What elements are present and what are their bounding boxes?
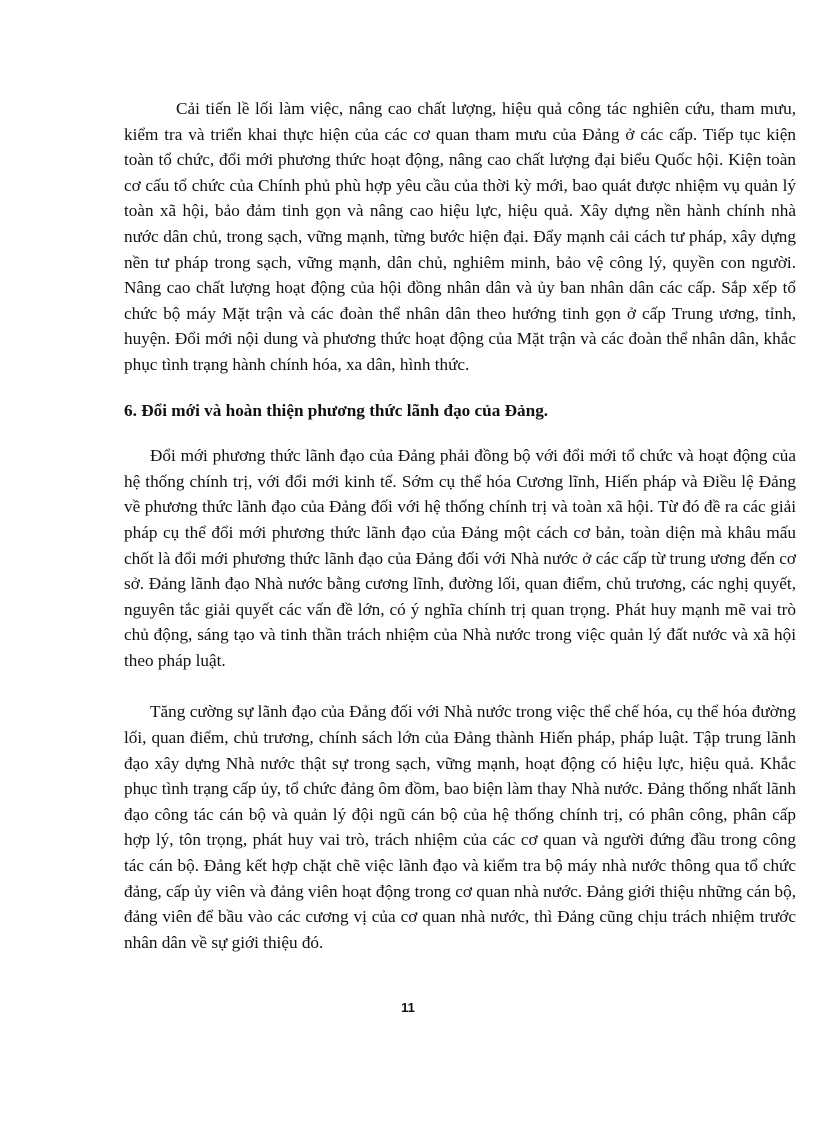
document-body bbox=[124, 96, 796, 955]
page-number: 11 bbox=[401, 1000, 415, 1015]
paragraph-1: Cải tiến lề lối làm việc, nâng cao chất lượng, hiệu quả công tác nghiên cứu, tham mưu, kiểm tra và triển khai thực hiện của các cơ quan tham mưu của Đảng ở các cấp. Tiếp tục kiện toàn tổ chức, đổi mới phương thức hoạt động, nâng cao chất lượng đại biểu Quốc hội. Kiện toàn cơ cấu tổ chức của Chính phủ phù hợp yêu cầu của thời kỳ mới, bao quát được nhiệm vụ quản lý toàn xã hội, bảo đảm tinh gọn và nâng cao hiệu lực, hiệu quả. Xây dựng nền hành chính nhà nước dân chủ, trong sạch, vững mạnh, từng bước hiện đại. Đẩy mạnh cải cách tư pháp, xây dựng nền tư pháp trong sạch, vững mạnh, dân chủ, nghiêm minh, bảo vệ công lý, quyền con người. Nâng cao chất lượng hoạt động của hội đồng nhân dân và ủy ban nhân dân các cấp. Sắp xếp tổ chức bộ máy Mặt trận và các đoàn thể nhân dân theo hướng tinh gọn ở cấp Trung ương, tỉnh, huyện. Đổi mới nội dung và phương thức hoạt động của Mặt trận và các đoàn thể nhân dân, khắc phục tình trạng hành chính hóa, xa dân, hình thức. bbox=[124, 99, 796, 374]
paragraph-2: Đổi mới phương thức lãnh đạo của Đảng phải đồng bộ với đổi mới tổ chức và hoạt động của hệ thống chính trị, với đổi mới kinh tế. Sớm cụ thể hóa Cương lĩnh, Hiến pháp và Điều lệ Đảng về phương thức lãnh đạo của Đảng đối với hệ thống chính trị và toàn xã hội. Từ đó đề ra các giải pháp cụ thể đổi mới phương thức lãnh đạo của Đảng một cách cơ bản, toàn diện mà khâu mấu chốt là đổi mới phương thức lãnh đạo của Đảng đối với Nhà nước ở các cấp từ trung ương đến cơ sở. Đảng lãnh đạo Nhà nước bằng cương lĩnh, đường lối, quan điểm, chủ trương, các nghị quyết, nguyên tắc giải quyết các vấn đề lớn, có ý nghĩa chính trị quan trọng. Phát huy mạnh mẽ vai trò chủ động, sáng tạo và tinh thần trách nhiệm của Nhà nước trong việc quản lý đất nước và xã hội theo pháp luật. bbox=[124, 446, 796, 670]
section-heading: 6. Đổi mới và hoàn thiện phương thức lãnh đạo của Đảng. bbox=[124, 400, 549, 420]
paragraph-3: Tăng cường sự lãnh đạo của Đảng đối với Nhà nước trong việc thể chế hóa, cụ thể hóa đường lối, quan điểm, chủ trương, chính sách lớn của Đảng thành Hiến pháp, pháp luật. Tập trung lãnh đạo xây dựng Nhà nước thật sự trong sạch, vững mạnh, hoạt động có hiệu lực, hiệu quả. Khắc phục tình trạng cấp ủy, tổ chức đảng ôm đồm, bao biện làm thay Nhà nước. Đảng thống nhất lãnh đạo công tác cán bộ và quản lý đội ngũ cán bộ của hệ thống chính trị, có phân công, phân cấp hợp lý, tôn trọng, phát huy vai trò, trách nhiệm của các cơ quan và người đứng đầu trong công tác cán bộ. Đảng kết hợp chặt chẽ việc lãnh đạo và kiểm tra bộ máy nhà nước thông qua tổ chức đảng, cấp ủy viên và đảng viên hoạt động trong cơ quan nhà nước. Đảng giới thiệu những cán bộ, đảng viên để bầu vào các cương vị của cơ quan nhà nước, thì Đảng cũng chịu trách nhiệm trước nhân dân về sự giới thiệu đó. bbox=[124, 702, 796, 952]
